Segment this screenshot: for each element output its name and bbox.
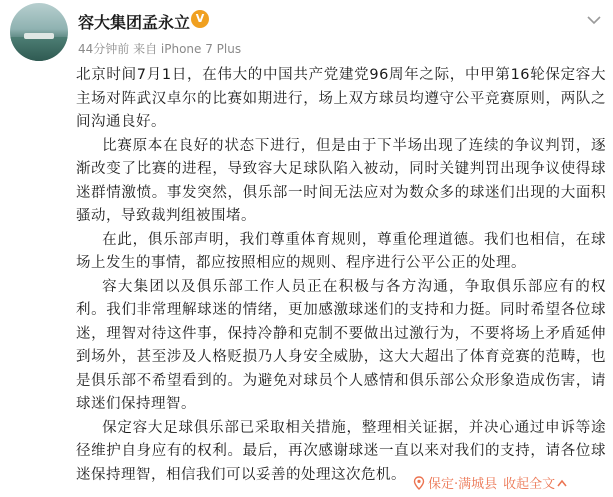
post-meta: 44分钟前 来自 iPhone 7 Plus: [78, 42, 242, 56]
post-footer-links: [413, 476, 567, 494]
collapse-button[interactable]: [503, 477, 567, 492]
post-paragraph: 在此，俱乐部声明，我们尊重体育规则，尊重伦理道德。我们也相信，在球场上发生的事情，都应按照相应的规则、程序进行公平公正的处理。: [76, 231, 606, 271]
collapse-label: 收起全文: [503, 477, 556, 492]
avatar-boat: [24, 33, 54, 39]
post-header: [0, 0, 613, 64]
chevron-down-icon[interactable]: [586, 14, 602, 26]
post-paragraph: 保定容大足球俱乐部已采取相关措施，整理相关证据，并决心通过申诉等途径维护自身应有的权利。最后，再次感谢球迷一直以来对我们的支持，请各位球迷保持理智，相信我们可以妥善的处理这次危机。: [76, 419, 606, 483]
avatar-sea: [10, 37, 68, 61]
avatar[interactable]: [10, 3, 68, 61]
chevron-up-icon: [557, 479, 567, 487]
post-paragraph: 比赛原本在良好的状态下进行，但是由于下半场出现了连续的争议判罚，逐渐改变了比赛的进程，导致容大足球队陷入被动，同时关键判罚出现争议使得球迷群情激愤。事发突然，俱乐部一时间无法应对为数众多的球迷们出现的大面积骚动，导致裁判组被围堵。: [76, 137, 606, 224]
post-paragraph: 北京时间7月1日，在伟大的中国共产党建党96周年之际，中甲第16轮保定容大主场对阵武汉卓尔的比赛如期进行，场上双方球员均遵守公平竞赛原则，两队之间沟通良好。: [76, 67, 606, 130]
post-paragraph: 容大集团以及俱乐部工作人员正在积极与各方沟通，争取俱乐部应有的权利。我们非常理解球迷的情绪，更加感激球迷们的支持和力挺。同时希望各位球迷，理智对待这件事，保持冷静和克制不要做出过激行为，不要将场上矛盾延伸到场外，甚至涉及人格贬损乃人身安全威胁，这大大超出了体育竞赛的范畴，也是俱乐部不希望看到的。为避免对球员个人感情和俱乐部公众形象造成伤害，请球迷们保持理智。: [76, 278, 606, 412]
author-name[interactable]: 容大集团孟永立: [78, 13, 191, 32]
location-pin-icon: [413, 476, 425, 490]
post-body: [76, 64, 606, 487]
vip-badge-icon: V: [191, 10, 209, 28]
location-link[interactable]: 保定·满城县: [428, 477, 498, 492]
